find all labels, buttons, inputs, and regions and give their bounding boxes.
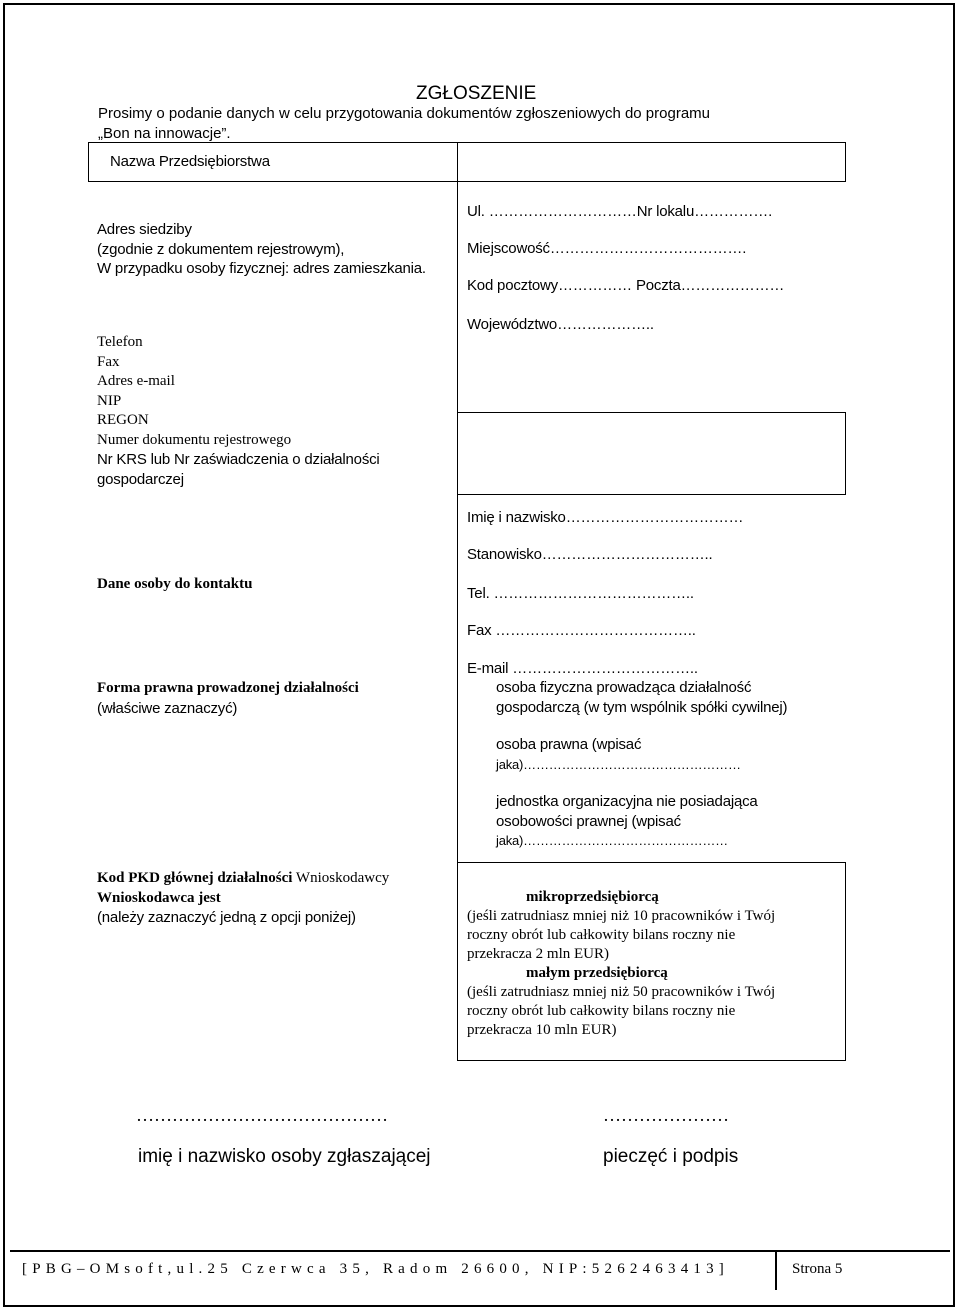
legal-form-checkbox-1[interactable]	[474, 681, 490, 697]
legal-form-label	[97, 679, 359, 718]
size-options	[467, 888, 775, 1040]
pkd-label	[97, 869, 389, 889]
contact-name-field[interactable]: Imię i nazwisko………………………………	[467, 509, 744, 526]
contact-position-field[interactable]: Stanowisko……………………………..	[467, 546, 713, 563]
pkd-size-labels	[97, 869, 389, 928]
micro-line-1: (jeśli zatrudniasz mniej niż 10 pracowników i Twój	[467, 908, 776, 924]
option-3-line-1: jednostka organizacyjna nie posiadająca	[496, 793, 758, 810]
pkd-label-rest: Wnioskodawcy	[292, 870, 390, 886]
contact-label: Dane osoby do kontaktu	[97, 576, 253, 592]
address-label	[97, 220, 426, 279]
contact-fax-field[interactable]: Fax …………………………………..	[467, 622, 696, 639]
signature-name-line[interactable]: ……………………………………	[136, 1105, 388, 1125]
table-top-border	[88, 142, 846, 143]
micro-line-3: przekracza 2 mln EUR)	[467, 946, 610, 962]
option-1-line-2: gospodarczą (w tym wspólnik spółki cywilnej)	[496, 698, 788, 716]
right-cell-right-1	[845, 412, 846, 495]
small-line-1: (jeśli zatrudniasz mniej niż 50 pracowników i Twój	[467, 984, 776, 1000]
intro-line-1: Prosimy o podanie danych w celu przygotowania dokumentów zgłoszeniowych do programu	[98, 105, 710, 122]
krs-label-2: gospodarczej	[97, 470, 184, 488]
option-3-line-3: jaka)…………………………………………	[496, 833, 728, 848]
option-1-line-1: osoba fizyczna prowadząca działalność	[496, 679, 752, 696]
size-label-1: Wnioskodawca jest	[97, 889, 221, 906]
reg-doc-label: Numer dokumentu rejestrowego	[97, 431, 292, 448]
legal-form-checkbox-2[interactable]	[474, 738, 490, 754]
right-cell-bottom-1	[457, 494, 846, 495]
legal-form-label-2: (właściwe zaznaczyć)	[97, 699, 238, 717]
signature-name-label: imię i nazwisko osoby zgłaszającej	[138, 1146, 431, 1167]
ids-labels	[97, 333, 380, 489]
legal-form-label-1: Forma prawna prowadzonej działalności	[97, 680, 359, 696]
size-label-2: (należy zaznaczyć jedną z opcji poniżej)	[97, 909, 356, 926]
small-line-2: roczny obrót lub całkowity bilans roczny nie	[467, 1003, 736, 1019]
regon-label: REGON	[97, 412, 149, 428]
intro-text	[98, 104, 798, 144]
address-label-1: Adres siedziby	[97, 221, 192, 238]
table-column-divider	[457, 142, 458, 1061]
contact-email-field[interactable]: E-mail ………………………………..	[467, 660, 698, 677]
contact-tel-field[interactable]: Tel. …………………………………..	[467, 585, 694, 602]
small-checkbox[interactable]	[505, 968, 521, 984]
signature-stamp-line[interactable]: …………………	[603, 1105, 729, 1125]
table-row1-bottom	[88, 181, 846, 182]
legal-form-option-2	[496, 735, 741, 774]
legal-form-checkbox-3[interactable]	[474, 795, 490, 811]
bottom-cell-right	[845, 862, 846, 1061]
micro-line-2: roczny obrót lub całkowity bilans roczny nie	[467, 927, 736, 943]
bottom-cell-top	[457, 862, 846, 863]
company-name-label: Nazwa Przedsiębiorstwa	[110, 153, 270, 170]
small-line-3: przekracza 10 mln EUR)	[467, 1022, 617, 1038]
fax-label: Fax	[97, 353, 120, 370]
footer-separator	[775, 1250, 777, 1290]
city-field[interactable]: Miejscowość………………………………….	[467, 240, 747, 257]
street-field[interactable]: Ul. …………………………Nr lokalu…………….	[467, 203, 773, 220]
voivodeship-field[interactable]: Województwo………………..	[467, 316, 654, 333]
postal-field[interactable]: Kod pocztowy…………… Poczta…………………	[467, 277, 785, 294]
signature-stamp-label: pieczęć i podpis	[603, 1146, 739, 1167]
bottom-cell-bottom	[457, 1060, 846, 1061]
nip-label: NIP	[97, 392, 122, 409]
small-title: małym przedsiębiorcą	[526, 965, 668, 981]
intro-line-2: „Bon na innowacje”.	[98, 125, 231, 142]
document-title: ZGŁOSZENIE	[416, 83, 537, 104]
legal-form-option-3	[496, 792, 758, 851]
option-3-line-2: osobowości prawnej (wpisać	[496, 812, 681, 830]
micro-title: mikroprzedsiębiorcą	[526, 889, 659, 905]
footer-page-number: Strona 5	[792, 1261, 843, 1277]
address-label-3: W przypadku osoby fizycznej: adres zamieszkania.	[97, 260, 426, 277]
option-2-line-1: osoba prawna (wpisać	[496, 736, 642, 753]
option-2-line-2: jaka)……………………………………………	[496, 756, 741, 772]
footer-company-info: [PBG–OMsoft,ul.25 Czerwca 35, Radom 26600, NIP:5262463413]	[22, 1261, 729, 1277]
table-right-border	[845, 142, 846, 182]
legal-form-option-1	[496, 678, 787, 717]
email-label: Adres e-mail	[97, 373, 175, 389]
right-cell-left-2	[457, 412, 846, 413]
pkd-label-bold: Kod PKD głównej działalności	[97, 870, 293, 886]
phone-label: Telefon	[97, 334, 143, 350]
krs-label-1: Nr KRS lub Nr zaświadczenia o działalności	[97, 451, 380, 468]
table-left-border	[88, 142, 89, 182]
address-label-2: (zgodnie z dokumentem rejestrowym),	[97, 240, 345, 258]
